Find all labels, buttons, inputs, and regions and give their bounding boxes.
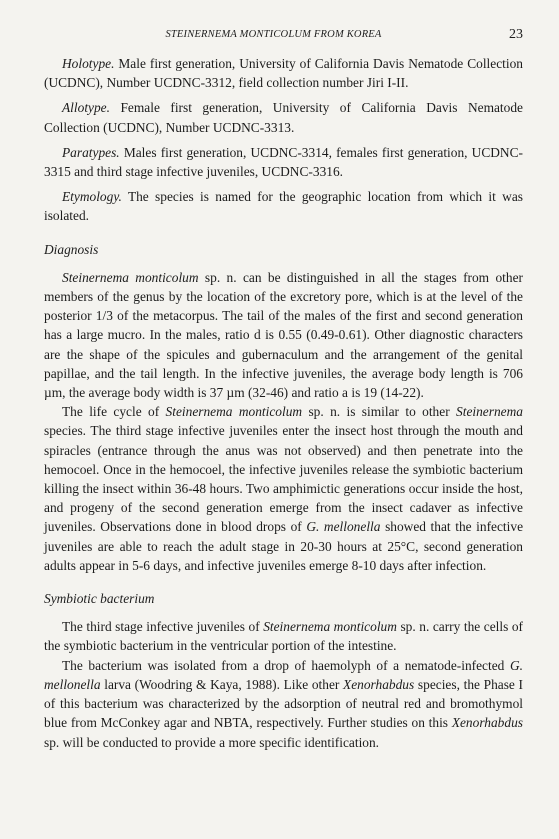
symbiotic-text-2c: species, the Phase I of this bacterium was characterized by the adsorption of neutral red and bromothymol blue from McConkey agar and NBTA, respectively. Further studies on this [44,676,524,731]
paratypes-paragraph [44,143,523,181]
symbiotic-text-1a: The third stage infective juveniles of [62,619,260,635]
diagnosis-heading: Diagnosis [44,241,99,257]
allotype-label: Allotype. [62,100,110,116]
paratypes-text: Males first generation, UCDNC-3314, females first generation, UCDNC-3315 and third stage infective juveniles, UCDNC-3316. [44,144,523,180]
holotype-paragraph [44,54,523,92]
genus-name: Xenorhabdus [343,676,415,692]
host-name: G. mellonella [44,657,523,692]
species-name: Steinernema monticolum [263,619,397,635]
running-head: STEINERNEMA MONTICOLUM FROM KOREA [165,29,382,40]
symbiotic-paragraph-1 [44,617,523,655]
holotype-label: Holotype. [62,56,115,71]
genus-name: Steinernema [456,404,523,420]
diagnosis-text-2a: The life cycle of [62,404,160,420]
allotype-text: Female first generation, University of California Davis Nematode Collection (UCDNC), Number UCDNC-3313. [44,100,523,135]
allotype-paragraph [44,98,523,136]
symbiotic-bacterium-heading: Symbiotic bacterium [44,591,155,607]
diagnosis-text-2b: sp. n. is similar to other [308,404,450,420]
paratypes-label: Paratypes. [62,144,120,160]
symbiotic-text-2a: The bacterium was isolated from a drop of haemolyph of a nematode-infected [62,657,505,673]
holotype-text: Male first generation, University of California Davis Nematode Collection (UCDNC), Number UCDNC-3312, field collection number Jiri I-II. [44,56,523,91]
symbiotic-text-2b: larva (Woodring & Kaya, 1988). Like other [104,676,340,692]
diagnosis-text-2d: showed that the infective juveniles are able to reach the adult stage in 20-30 hours at 25°C, second generation adults appear in 5-6 days, and infective juveniles emerge 8-10 days after infection. [44,519,524,573]
diagnosis-text-2c: species. The third stage infective juveniles enter the insect host through the mouth and spiracles (entrance through the anus was not observed) and then penetrate into the hemocoel. Once in the hemocoel, the infective juveniles release the symbiotic bacterium killing the insect within 36-48 hours. Two amphimictic generations occur inside the host, and progeny of the second generation emerge from the insect cadaver as infective juveniles. Observations done in blood drops of [44,423,523,535]
symbiotic-text-2d: sp. will be conducted to provide a more specific identification. [44,734,380,750]
etymology-label: Etymology. [62,189,122,205]
diagnosis-paragraph-1 [44,268,523,402]
species-name: Steinernema monticolum [165,404,303,420]
species-name: Steinernema monticolum [62,269,199,285]
page-number: 23 [509,27,523,42]
diagnosis-paragraph-2 [44,402,523,575]
symbiotic-text-1b: sp. n. carry the cells of the symbiotic bacterium in the ventricular portion of the intestine. [44,619,523,654]
host-name: G. mellonella [306,519,381,535]
diagnosis-text-1: sp. n. can be distinguished in all the stages from other members of the genus by the location of the excretory pore, which is at the level of the posterior 1/3 of the metacorpus. The tail of the males of the first and second generation has a large mucro. In the males, ratio d is 0.55 (0.49-0.61). Other diagnostic characters are the shape of the spicules and gubernaculum and the arrangement of the genital papillae, and the tail length. In the infective juveniles, the average body length is 706 µm, the average body width is 37 µm (32-46) and ratio a is 19 (14-22). [44,269,523,401]
page-header [44,24,523,44]
etymology-paragraph [44,187,523,225]
genus-name: Xenorhabdus [451,715,523,731]
symbiotic-paragraph-2 [44,656,523,752]
page-body [44,54,523,752]
etymology-text: The species is named for the geographic location from which it was isolated. [44,189,523,224]
